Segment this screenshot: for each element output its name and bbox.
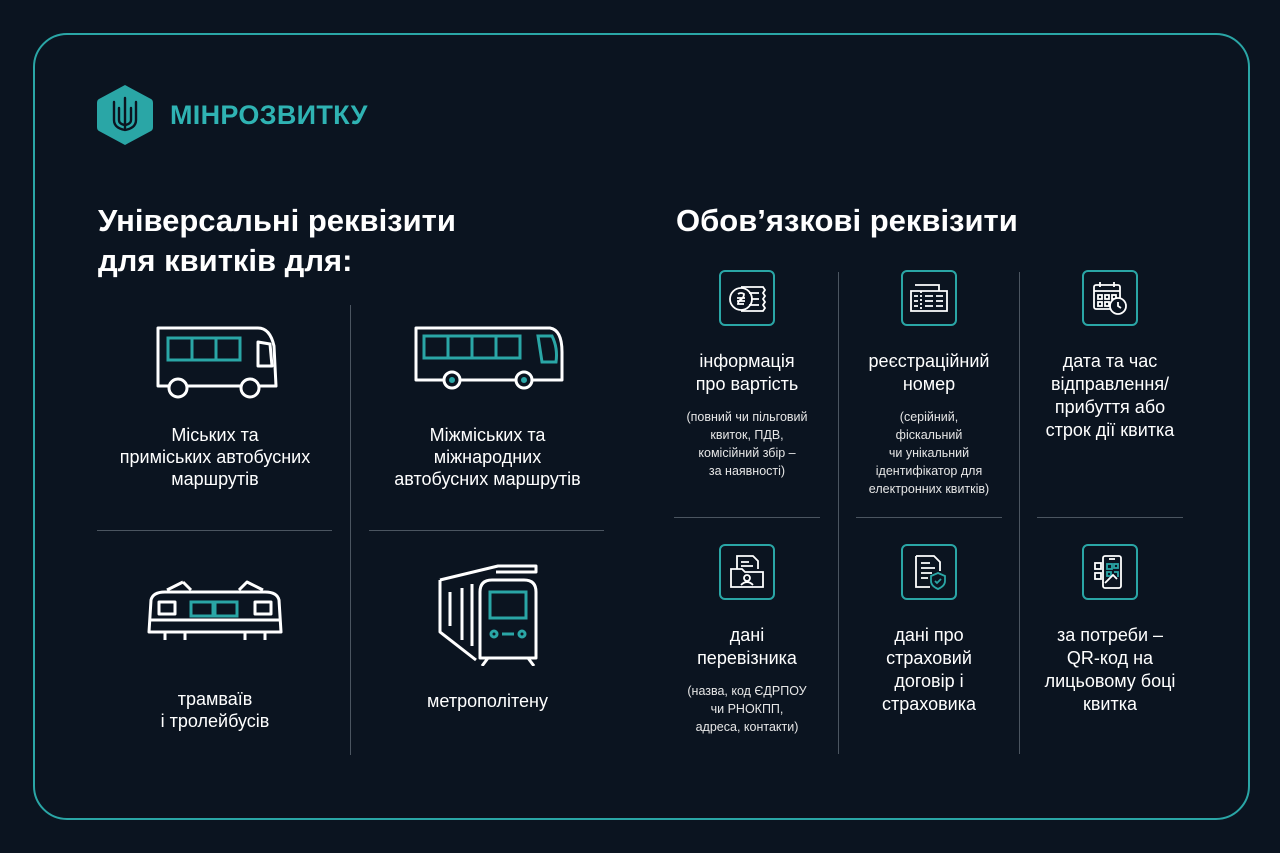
registration-title1: реєстраційний [868, 351, 990, 371]
transport-item-metro [380, 562, 595, 712]
calendar-clock-icon [1091, 279, 1129, 317]
right-vertical-divider-1 [838, 272, 839, 754]
registration-sub3: чи унікальний [888, 446, 970, 460]
registration-sub4: ідентифікатор для [875, 464, 983, 478]
requisite-carrier-data [662, 544, 832, 736]
requisite-insurance [844, 544, 1014, 716]
city-bus-line3: маршрутів [171, 469, 259, 489]
right-divider-3 [1037, 517, 1183, 518]
qr-title2: QR-код на [1066, 648, 1154, 668]
intercity-bus-line1: Міжміських та [429, 425, 546, 445]
price-title1: інформація [699, 351, 795, 371]
metro-train-icon [436, 562, 540, 666]
intercity-bus-line2: міжнародних [433, 447, 542, 467]
right-vertical-divider-2 [1019, 272, 1020, 754]
price-title2: про вартість [695, 374, 799, 394]
price-coin-icon [727, 281, 767, 315]
qr-title4: квитка [1082, 694, 1138, 714]
qr-title1: за потреби – [1056, 625, 1164, 645]
price-icon-box [719, 270, 775, 326]
ticket-register-icon [909, 281, 949, 315]
tram-line1: трамваїв [177, 689, 253, 709]
left-divider-1 [97, 530, 332, 531]
transport-item-intercity-bus [380, 322, 595, 490]
metro-line1: метрополітену [427, 691, 548, 711]
city-bus-icon [150, 322, 280, 402]
insurance-title4: страховика [882, 694, 976, 714]
right-heading: Обов’язкові реквізити [676, 203, 1018, 238]
city-bus-line2: приміських автобусних [119, 447, 311, 467]
left-heading-line1: Універсальні реквізити [98, 203, 456, 238]
qr-icon-box [1082, 544, 1138, 600]
right-divider-2 [856, 517, 1002, 518]
requisite-registration-number [844, 270, 1014, 498]
carrier-sub3: адреса, контакти) [695, 720, 799, 734]
trident-hexagon-icon [96, 84, 154, 146]
carrier-title2: перевізника [697, 648, 797, 668]
qr-phone-icon [1091, 553, 1129, 591]
registration-sub1: (серійний, [899, 410, 959, 424]
carrier-sub1: (назва, код ЄДРПОУ [687, 684, 807, 698]
city-bus-line1: Міських та [171, 425, 259, 445]
left-heading-line2: для квитків для: [98, 243, 353, 278]
insurance-title1: дані про [894, 625, 964, 645]
price-sub3: комісійний збір – [698, 446, 796, 460]
brand-logo [96, 84, 368, 146]
registration-icon-box [901, 270, 957, 326]
qr-title3: лицьовому боці [1044, 671, 1176, 691]
intercity-bus-icon [410, 322, 566, 394]
insurance-icon-box [901, 544, 957, 600]
insurance-document-icon [910, 553, 948, 591]
requisite-price [662, 270, 832, 480]
brand-name: МІНРОЗВИТКУ [170, 99, 368, 130]
date-time-title3: прибуття або [1054, 397, 1166, 417]
date-time-title4: строк дії квитка [1045, 420, 1175, 440]
date-time-icon-box [1082, 270, 1138, 326]
price-sub1: (повний чи пільговий [686, 410, 808, 424]
left-divider-2 [369, 530, 604, 531]
requisite-date-time [1025, 270, 1195, 442]
date-time-title2: відправлення/ [1050, 374, 1170, 394]
insurance-title2: страховий [886, 648, 972, 668]
registration-sub5: електронних квитків) [868, 482, 990, 496]
registration-title2: номер [902, 374, 956, 394]
requisite-qr-code [1025, 544, 1195, 716]
intercity-bus-line3: автобусних маршрутів [394, 469, 581, 489]
date-time-title1: дата та час [1062, 351, 1158, 371]
tram-icon [145, 580, 285, 646]
tram-line2: і тролейбусів [160, 711, 270, 731]
left-heading [98, 201, 456, 281]
carrier-sub2: чи РНОКПП, [710, 702, 784, 716]
transport-item-tram [110, 580, 320, 732]
carrier-title1: дані [729, 625, 765, 645]
price-sub4: за наявності) [708, 464, 786, 478]
price-sub2: квиток, ПДВ, [710, 428, 784, 442]
right-divider-1 [674, 517, 820, 518]
registration-sub2: фіскальний [895, 428, 963, 442]
transport-item-city-bus [110, 322, 320, 490]
carrier-folder-icon [728, 553, 766, 591]
left-vertical-divider [350, 305, 351, 755]
insurance-title3: договір і [894, 671, 964, 691]
carrier-icon-box [719, 544, 775, 600]
